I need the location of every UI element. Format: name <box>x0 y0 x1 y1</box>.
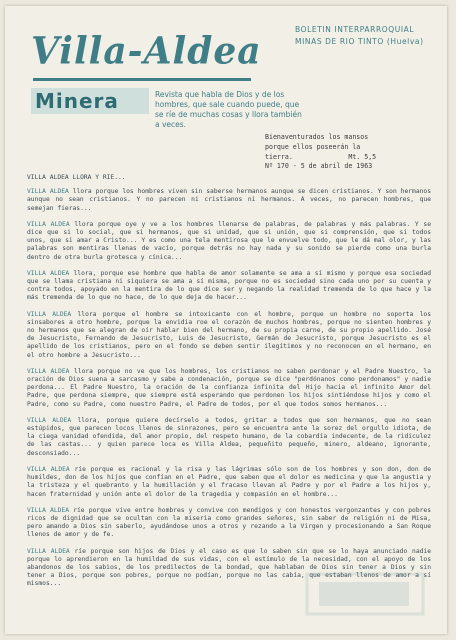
article-body <box>27 174 431 597</box>
masthead-subtitle: Minera <box>35 89 119 113</box>
bulletin-line-2: MINAS DE RIO TINTO (Huelva) <box>295 37 424 46</box>
article-paragraph <box>27 270 431 303</box>
paragraph-lead: VILLA ALDEA <box>27 506 70 514</box>
article-paragraph <box>27 311 431 360</box>
paragraph-text: llora porque el hombre se intoxicante con el hombre, porque un hombre no soporta los sinsabores a otro hombre, porque la envidia roe el corazón de muchos hombres, porque no sienten hombres y no hermanos que se alegran de oír hablar bien del hermano, de su propia carne, de su propio apellido. José de Jesucristo, Fernando de Jesucristo, Luis de Jesucristo, Germán de Jesucristo, porque Jesucristo es el apellido de los cristianos, pero en el fondo se deben sentir ilegítimos y no reconocen en el hermano, en el otro hombre a Jesucristo... <box>27 310 432 359</box>
paragraph-text: llora porque los hombres viven sin saberse hermanos aunque se dicen cristianos. Y son hermanos aunque no sean cristianos. Y no parecen ni cristianos ni hermanos. A veces, no parecen hombres, que semejan fieras... <box>27 188 431 212</box>
masthead-title: Villa-Aldea <box>31 28 262 74</box>
paragraph-text: llora, porque ese hombre que habla de amor solamente se ama a sí mismo y porque esa sociedad que se llama cristiana ni siquiera se ama a sí misma, porque no es sociedad sino cada uno por su cuenta y contra todos, apoyado en la mentira de lo que dice ser y negando la realidad tremenda de lo que hace y la más tremenda de lo que no hace, de lo que deja de hacer... <box>27 269 431 302</box>
article-paragraph <box>27 221 431 262</box>
paragraph-lead: VILLA ALDEA <box>27 547 70 555</box>
paragraph-text: llora porque no ve que los hombres, los cristianos no saben perdonar y el Padre Nuestro, la oración de Dios suena a sarcasmo y sabe a condenación, porque se dice "perdónanos como perdonamos" y nadie perdona... El Padre Nuestro, la oración de la confianza infinita del Hijo hacia el infinito Amor del Padre, que perdona siempre, que siempre está esperando que perdonen los hijos sintiéndose hijos y como el Padre, como su Padre, como nuestro Padre, el Padre de todos, por el que todos somos hermanos... <box>27 367 431 408</box>
epigraph-line-1: Bienaventurados los mansos <box>265 133 369 141</box>
paragraph-lead: VILLA ALDEA <box>27 269 70 277</box>
paragraph-lead: VILLA ALDEA <box>27 220 70 228</box>
paragraph-lead: VILLA ALDEA <box>27 465 70 473</box>
article-paragraph <box>27 507 431 540</box>
paragraph-text: ríe porque vive entre hombres y convive con mendigos y con honestos vergonzantes y con pobres ricos de dignidad que se ocultan con la miseria como grandes señores, sin saber de religión ni de Misa, pero amando a Dios sin saberlo, ayudándose unos a otros y rezando a la Virgen y procesionando a San Roque llenos de amor y de fe. <box>27 506 432 539</box>
article-paragraph <box>27 417 431 458</box>
paragraph-list <box>27 188 431 588</box>
paragraph-text: llora, porque quiere decírselo a todos, gritar a todos que son hermanos, que no sean estúpidos, que parecen locos llenos de sinrazones, pero se encuentra ante la sorez del orgullo idiota, de la ciega vanidad ofendida, del amor propio, del respeto humano, de la cobardía indecente, de la ridiculez de las castas... y quien parece loca es Villa Aldea, pequeñito pequeño, minero, aldeano, ignorante, desconsiado... <box>27 416 432 457</box>
epigraph-line-2: porque ellos poseerán la <box>265 143 361 151</box>
epigraph-line-3: tierra. Mt. 5,5 <box>265 153 377 161</box>
paragraph-lead: VILLA ALDEA <box>27 367 70 375</box>
article-paragraph <box>27 188 431 213</box>
watermark-icon <box>305 556 425 626</box>
bulletin-line-1: BOLETIN INTERPARROQUIAL <box>295 25 415 34</box>
bulletin-info <box>295 24 445 48</box>
paragraph-lead: VILLA ALDEA <box>27 310 72 318</box>
article-paragraph <box>27 368 431 409</box>
masthead-tagline: Revista que habla de Dios y de los hombres, que sale cuando puede, que se ríe de muchas cosas y llora también a veces. <box>155 90 302 129</box>
masthead-underline <box>33 78 251 81</box>
epigraph <box>265 132 435 162</box>
issue-number-date: Nº 170 - 5 de abril de 1963 <box>265 162 373 170</box>
article-paragraph <box>27 466 431 499</box>
paragraph-lead: VILLA ALDEA <box>27 416 72 424</box>
paragraph-text: ríe porque es racional y la risa y las lágrimas sólo son de los hombres y son don, don de humildes, don de los hijos que confían en el Padre, que saben que el dolor es medicina y que la angustia y la tristeza y el quebranto y la humillación y el fracaso llevan al Padre y por el Padre a los hijos y, hacen fraternidad y unión ante el dolor de la tragedia y compasión en el hombre... <box>27 465 432 498</box>
bulletin-page <box>5 6 447 634</box>
paragraph-text: llora porque oye y ve a los hombres llenarse de palabras, de palabras y más palabras. Y se dice que si lo social, que si hermanos, que si unidad, que si unión, que si comprensión, que si todos unos, que si amar a Cristo... Y es como una tela mentirosa que le envuelve todo, que le dá mal olor, y las palabras son mentiras llenas de vacío, porque detrás no hay nada y su sonido se pierde como una burla dentro de otra burla grotesca y cínica... <box>27 220 431 261</box>
paragraph-lead: VILLA ALDEA <box>27 188 69 196</box>
article-heading: VILLA ALDEA LLORA Y RIE... <box>27 174 126 181</box>
paragraph-text: ríe porque son hijos de Dios y el caso es que lo saben sin que se lo haya anunciado nadie porque lo aprendieron en la humildad de sus vidas, con el estímulo de la necesidad, con el apoyo de los abandonos de los sabios, de los predilectos de la bondad, que hablaban de Dios sin tener a Dios y sin tener a Dios, porque son pobres, porque no podían, porque no las cabía, que estaban llenos de amor a sí mismos... <box>27 547 432 588</box>
